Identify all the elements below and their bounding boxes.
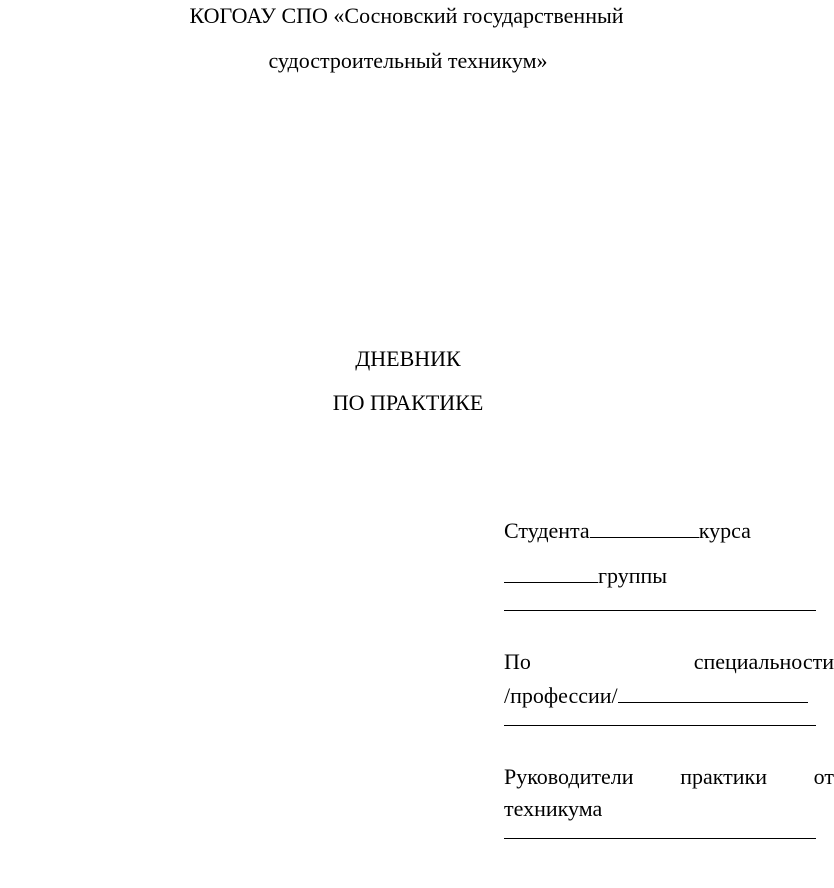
supervisor-row-2 — [504, 796, 602, 822]
specialty-blank-line[interactable] — [504, 725, 816, 726]
specialty-row — [504, 649, 834, 675]
group-row — [504, 563, 667, 589]
group-label: группы — [598, 563, 668, 588]
supervisor-row — [504, 764, 834, 790]
student-course-row — [504, 518, 751, 544]
course-label: курса — [698, 518, 751, 543]
profession-blank[interactable] — [618, 684, 808, 703]
course-blank[interactable] — [590, 519, 699, 538]
supervisor-word-2: практики — [680, 764, 767, 789]
document-subtitle: ПО ПРАКТИКЕ — [332, 390, 484, 415]
supervisor-word-1: Руководители — [504, 764, 634, 789]
supervisor-line-2: техникума — [504, 796, 603, 821]
institution-name-line1: КОГОАУ СПО «Сосновский государственный — [189, 3, 624, 28]
institution-name-line2: судостроительный техникум» — [268, 48, 548, 73]
document-title: ДНЕВНИК — [355, 346, 461, 371]
supervisor-name-blank[interactable] — [504, 838, 816, 839]
group-blank[interactable] — [504, 564, 598, 583]
profession-row — [504, 683, 808, 709]
specialty-word-2: специальности — [693, 649, 834, 674]
profession-label: /профессии/ — [504, 683, 618, 708]
student-name-blank[interactable] — [504, 610, 816, 611]
student-label: Студента — [504, 518, 590, 543]
specialty-word-1: По — [504, 649, 531, 674]
supervisor-word-3: от — [813, 764, 834, 789]
